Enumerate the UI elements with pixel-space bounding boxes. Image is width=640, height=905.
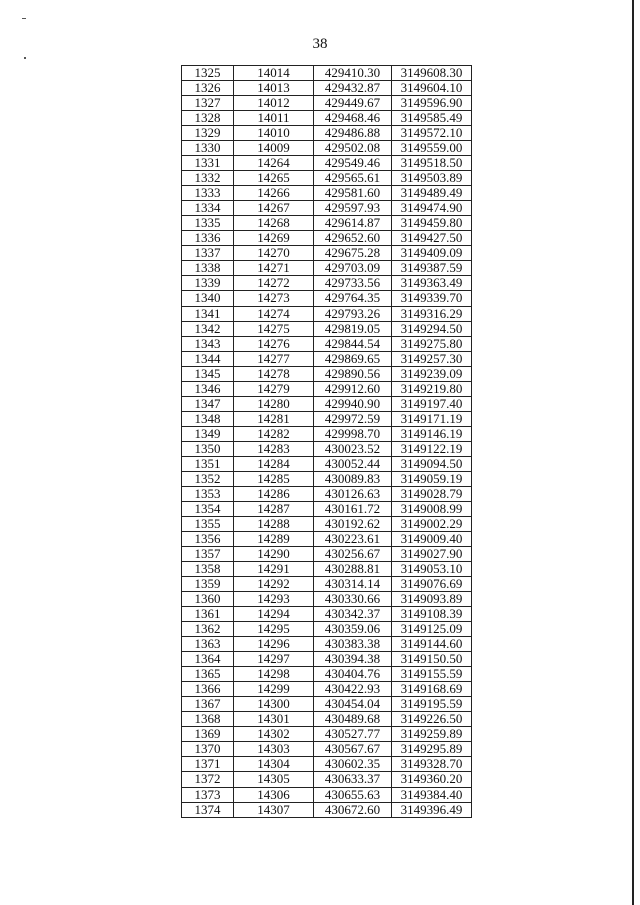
point-id-cell: 14299 <box>234 682 314 697</box>
x-coordinate-cell: 429549.46 <box>314 156 392 171</box>
row-number-cell: 1339 <box>182 276 234 291</box>
table-row <box>182 186 472 201</box>
y-coordinate-cell: 3149197.40 <box>392 396 472 411</box>
row-number-cell: 1325 <box>182 66 234 81</box>
table-row <box>182 622 472 637</box>
y-coordinate-cell: 3149195.59 <box>392 697 472 712</box>
row-number-cell: 1357 <box>182 547 234 562</box>
row-number-cell: 1327 <box>182 96 234 111</box>
row-number-cell: 1330 <box>182 141 234 156</box>
table-row <box>182 276 472 291</box>
row-number-cell: 1349 <box>182 426 234 441</box>
table-row <box>182 321 472 336</box>
point-id-cell: 14285 <box>234 471 314 486</box>
table-row <box>182 201 472 216</box>
table-row <box>182 802 472 817</box>
x-coordinate-cell: 429565.61 <box>314 171 392 186</box>
x-coordinate-cell: 429912.60 <box>314 381 392 396</box>
x-coordinate-cell: 430314.14 <box>314 577 392 592</box>
table-row <box>182 772 472 787</box>
row-number-cell: 1365 <box>182 667 234 682</box>
y-coordinate-cell: 3149259.89 <box>392 727 472 742</box>
table-row <box>182 291 472 306</box>
y-coordinate-cell: 3149295.89 <box>392 742 472 757</box>
y-coordinate-cell: 3149028.79 <box>392 486 472 501</box>
row-number-cell: 1344 <box>182 351 234 366</box>
point-id-cell: 14009 <box>234 141 314 156</box>
y-coordinate-cell: 3149108.39 <box>392 607 472 622</box>
row-number-cell: 1364 <box>182 652 234 667</box>
scan-speck <box>24 57 26 59</box>
point-id-cell: 14274 <box>234 306 314 321</box>
x-coordinate-cell: 429652.60 <box>314 231 392 246</box>
y-coordinate-cell: 3149146.19 <box>392 426 472 441</box>
table-row <box>182 471 472 486</box>
point-id-cell: 14277 <box>234 351 314 366</box>
x-coordinate-cell: 430342.37 <box>314 607 392 622</box>
point-id-cell: 14276 <box>234 336 314 351</box>
x-coordinate-cell: 430454.04 <box>314 697 392 712</box>
x-coordinate-cell: 429432.87 <box>314 81 392 96</box>
y-coordinate-cell: 3149009.40 <box>392 531 472 546</box>
point-id-cell: 14012 <box>234 96 314 111</box>
row-number-cell: 1329 <box>182 126 234 141</box>
x-coordinate-cell: 430256.67 <box>314 547 392 562</box>
point-id-cell: 14292 <box>234 577 314 592</box>
row-number-cell: 1342 <box>182 321 234 336</box>
y-coordinate-cell: 3149125.09 <box>392 622 472 637</box>
table-row <box>182 757 472 772</box>
row-number-cell: 1343 <box>182 336 234 351</box>
y-coordinate-cell: 3149076.69 <box>392 577 472 592</box>
row-number-cell: 1362 <box>182 622 234 637</box>
y-coordinate-cell: 3149122.19 <box>392 441 472 456</box>
point-id-cell: 14268 <box>234 216 314 231</box>
scan-speck <box>22 18 26 19</box>
table-row <box>182 501 472 516</box>
point-id-cell: 14302 <box>234 727 314 742</box>
table-row <box>182 141 472 156</box>
x-coordinate-cell: 429733.56 <box>314 276 392 291</box>
row-number-cell: 1371 <box>182 757 234 772</box>
y-coordinate-cell: 3149275.80 <box>392 336 472 351</box>
row-number-cell: 1341 <box>182 306 234 321</box>
x-coordinate-cell: 429998.70 <box>314 426 392 441</box>
table-row <box>182 156 472 171</box>
x-coordinate-cell: 430330.66 <box>314 592 392 607</box>
page-number: 38 <box>312 36 328 52</box>
table-row <box>182 96 472 111</box>
table-row <box>182 111 472 126</box>
row-number-cell: 1368 <box>182 712 234 727</box>
point-id-cell: 14306 <box>234 787 314 802</box>
y-coordinate-cell: 3149150.50 <box>392 652 472 667</box>
point-id-cell: 14294 <box>234 607 314 622</box>
x-coordinate-cell: 429597.93 <box>314 201 392 216</box>
x-coordinate-cell: 429890.56 <box>314 366 392 381</box>
x-coordinate-cell: 429486.88 <box>314 126 392 141</box>
x-coordinate-cell: 429764.35 <box>314 291 392 306</box>
x-coordinate-cell: 429675.28 <box>314 246 392 261</box>
row-number-cell: 1347 <box>182 396 234 411</box>
table-row <box>182 697 472 712</box>
row-number-cell: 1346 <box>182 381 234 396</box>
x-coordinate-cell: 430192.62 <box>314 516 392 531</box>
point-id-cell: 14275 <box>234 321 314 336</box>
point-id-cell: 14269 <box>234 231 314 246</box>
y-coordinate-cell: 3149339.70 <box>392 291 472 306</box>
point-id-cell: 14278 <box>234 366 314 381</box>
row-number-cell: 1354 <box>182 501 234 516</box>
point-id-cell: 14295 <box>234 622 314 637</box>
x-coordinate-cell: 429614.87 <box>314 216 392 231</box>
y-coordinate-cell: 3149059.19 <box>392 471 472 486</box>
x-coordinate-cell: 430422.93 <box>314 682 392 697</box>
table-row <box>182 547 472 562</box>
y-coordinate-cell: 3149239.09 <box>392 366 472 381</box>
table-row <box>182 126 472 141</box>
y-coordinate-cell: 3149002.29 <box>392 516 472 531</box>
x-coordinate-cell: 430489.68 <box>314 712 392 727</box>
point-id-cell: 14273 <box>234 291 314 306</box>
table-row <box>182 441 472 456</box>
point-id-cell: 14270 <box>234 246 314 261</box>
x-coordinate-cell: 430527.77 <box>314 727 392 742</box>
row-number-cell: 1328 <box>182 111 234 126</box>
row-number-cell: 1338 <box>182 261 234 276</box>
x-coordinate-cell: 430089.83 <box>314 471 392 486</box>
table-row <box>182 231 472 246</box>
x-coordinate-cell: 430288.81 <box>314 562 392 577</box>
y-coordinate-cell: 3149226.50 <box>392 712 472 727</box>
x-coordinate-cell: 429869.65 <box>314 351 392 366</box>
x-coordinate-cell: 429502.08 <box>314 141 392 156</box>
row-number-cell: 1335 <box>182 216 234 231</box>
table-row <box>182 712 472 727</box>
table-row <box>182 727 472 742</box>
row-number-cell: 1350 <box>182 441 234 456</box>
x-coordinate-cell: 429468.46 <box>314 111 392 126</box>
point-id-cell: 14264 <box>234 156 314 171</box>
table-row <box>182 336 472 351</box>
y-coordinate-cell: 3149459.80 <box>392 216 472 231</box>
table-row <box>182 351 472 366</box>
x-coordinate-cell: 429410.30 <box>314 66 392 81</box>
row-number-cell: 1367 <box>182 697 234 712</box>
y-coordinate-cell: 3149572.10 <box>392 126 472 141</box>
x-coordinate-cell: 430672.60 <box>314 802 392 817</box>
row-number-cell: 1345 <box>182 366 234 381</box>
table-row <box>182 652 472 667</box>
x-coordinate-cell: 430126.63 <box>314 486 392 501</box>
table-row <box>182 81 472 96</box>
x-coordinate-cell: 430394.38 <box>314 652 392 667</box>
x-coordinate-cell: 430383.38 <box>314 637 392 652</box>
row-number-cell: 1359 <box>182 577 234 592</box>
row-number-cell: 1337 <box>182 246 234 261</box>
y-coordinate-cell: 3149027.90 <box>392 547 472 562</box>
y-coordinate-cell: 3149604.10 <box>392 81 472 96</box>
x-coordinate-cell: 430404.76 <box>314 667 392 682</box>
point-id-cell: 14282 <box>234 426 314 441</box>
x-coordinate-cell: 430052.44 <box>314 456 392 471</box>
point-id-cell: 14011 <box>234 111 314 126</box>
x-coordinate-cell: 429449.67 <box>314 96 392 111</box>
y-coordinate-cell: 3149094.50 <box>392 456 472 471</box>
x-coordinate-cell: 429940.90 <box>314 396 392 411</box>
table-row <box>182 246 472 261</box>
y-coordinate-cell: 3149596.90 <box>392 96 472 111</box>
table-row <box>182 366 472 381</box>
point-id-cell: 14307 <box>234 802 314 817</box>
row-number-cell: 1352 <box>182 471 234 486</box>
table-row <box>182 381 472 396</box>
y-coordinate-cell: 3149360.20 <box>392 772 472 787</box>
y-coordinate-cell: 3149489.49 <box>392 186 472 201</box>
row-number-cell: 1372 <box>182 772 234 787</box>
table-row <box>182 306 472 321</box>
point-id-cell: 14296 <box>234 637 314 652</box>
table-row <box>182 411 472 426</box>
y-coordinate-cell: 3149093.89 <box>392 592 472 607</box>
x-coordinate-cell: 429972.59 <box>314 411 392 426</box>
x-coordinate-cell: 430223.61 <box>314 531 392 546</box>
table-row <box>182 682 472 697</box>
table-row <box>182 562 472 577</box>
y-coordinate-cell: 3149144.60 <box>392 637 472 652</box>
point-id-cell: 14266 <box>234 186 314 201</box>
x-coordinate-cell: 429703.09 <box>314 261 392 276</box>
table-row <box>182 216 472 231</box>
table-row <box>182 426 472 441</box>
x-coordinate-cell: 429844.54 <box>314 336 392 351</box>
row-number-cell: 1369 <box>182 727 234 742</box>
row-number-cell: 1340 <box>182 291 234 306</box>
coordinates-table-body <box>182 66 472 818</box>
point-id-cell: 14013 <box>234 81 314 96</box>
table-row <box>182 456 472 471</box>
point-id-cell: 14014 <box>234 66 314 81</box>
point-id-cell: 14271 <box>234 261 314 276</box>
y-coordinate-cell: 3149608.30 <box>392 66 472 81</box>
point-id-cell: 14272 <box>234 276 314 291</box>
row-number-cell: 1331 <box>182 156 234 171</box>
x-coordinate-cell: 430567.67 <box>314 742 392 757</box>
y-coordinate-cell: 3149387.59 <box>392 261 472 276</box>
table-row <box>182 637 472 652</box>
table-row <box>182 261 472 276</box>
x-coordinate-cell: 429581.60 <box>314 186 392 201</box>
row-number-cell: 1334 <box>182 201 234 216</box>
y-coordinate-cell: 3149171.19 <box>392 411 472 426</box>
point-id-cell: 14288 <box>234 516 314 531</box>
point-id-cell: 14300 <box>234 697 314 712</box>
row-number-cell: 1355 <box>182 516 234 531</box>
table-row <box>182 787 472 802</box>
x-coordinate-cell: 430602.35 <box>314 757 392 772</box>
x-coordinate-cell: 430655.63 <box>314 787 392 802</box>
point-id-cell: 14267 <box>234 201 314 216</box>
x-coordinate-cell: 429819.05 <box>314 321 392 336</box>
point-id-cell: 14280 <box>234 396 314 411</box>
y-coordinate-cell: 3149363.49 <box>392 276 472 291</box>
x-coordinate-cell: 430633.37 <box>314 772 392 787</box>
point-id-cell: 14265 <box>234 171 314 186</box>
table-row <box>182 66 472 81</box>
y-coordinate-cell: 3149316.29 <box>392 306 472 321</box>
y-coordinate-cell: 3149427.50 <box>392 231 472 246</box>
x-coordinate-cell: 430023.52 <box>314 441 392 456</box>
row-number-cell: 1356 <box>182 531 234 546</box>
y-coordinate-cell: 3149219.80 <box>392 381 472 396</box>
row-number-cell: 1363 <box>182 637 234 652</box>
y-coordinate-cell: 3149008.99 <box>392 501 472 516</box>
point-id-cell: 14298 <box>234 667 314 682</box>
y-coordinate-cell: 3149474.90 <box>392 201 472 216</box>
row-number-cell: 1366 <box>182 682 234 697</box>
point-id-cell: 14287 <box>234 501 314 516</box>
y-coordinate-cell: 3149396.49 <box>392 802 472 817</box>
x-coordinate-cell: 429793.26 <box>314 306 392 321</box>
row-number-cell: 1358 <box>182 562 234 577</box>
point-id-cell: 14301 <box>234 712 314 727</box>
y-coordinate-cell: 3149384.40 <box>392 787 472 802</box>
row-number-cell: 1353 <box>182 486 234 501</box>
row-number-cell: 1333 <box>182 186 234 201</box>
y-coordinate-cell: 3149559.00 <box>392 141 472 156</box>
y-coordinate-cell: 3149168.69 <box>392 682 472 697</box>
table-row <box>182 396 472 411</box>
table-row <box>182 577 472 592</box>
y-coordinate-cell: 3149503.89 <box>392 171 472 186</box>
point-id-cell: 14286 <box>234 486 314 501</box>
y-coordinate-cell: 3149155.59 <box>392 667 472 682</box>
table-row <box>182 486 472 501</box>
row-number-cell: 1373 <box>182 787 234 802</box>
row-number-cell: 1326 <box>182 81 234 96</box>
row-number-cell: 1361 <box>182 607 234 622</box>
point-id-cell: 14283 <box>234 441 314 456</box>
point-id-cell: 14281 <box>234 411 314 426</box>
point-id-cell: 14297 <box>234 652 314 667</box>
y-coordinate-cell: 3149328.70 <box>392 757 472 772</box>
y-coordinate-cell: 3149257.30 <box>392 351 472 366</box>
table-row <box>182 742 472 757</box>
row-number-cell: 1336 <box>182 231 234 246</box>
point-id-cell: 14291 <box>234 562 314 577</box>
point-id-cell: 14303 <box>234 742 314 757</box>
row-number-cell: 1374 <box>182 802 234 817</box>
table-row <box>182 171 472 186</box>
point-id-cell: 14290 <box>234 547 314 562</box>
y-coordinate-cell: 3149585.49 <box>392 111 472 126</box>
table-row <box>182 607 472 622</box>
row-number-cell: 1332 <box>182 171 234 186</box>
point-id-cell: 14279 <box>234 381 314 396</box>
y-coordinate-cell: 3149409.09 <box>392 246 472 261</box>
point-id-cell: 14304 <box>234 757 314 772</box>
table-row <box>182 516 472 531</box>
table-row <box>182 531 472 546</box>
y-coordinate-cell: 3149294.50 <box>392 321 472 336</box>
point-id-cell: 14284 <box>234 456 314 471</box>
row-number-cell: 1348 <box>182 411 234 426</box>
point-id-cell: 14289 <box>234 531 314 546</box>
point-id-cell: 14305 <box>234 772 314 787</box>
x-coordinate-cell: 430161.72 <box>314 501 392 516</box>
table-row <box>182 667 472 682</box>
row-number-cell: 1351 <box>182 456 234 471</box>
row-number-cell: 1360 <box>182 592 234 607</box>
page-edge-rule <box>632 0 634 905</box>
row-number-cell: 1370 <box>182 742 234 757</box>
x-coordinate-cell: 430359.06 <box>314 622 392 637</box>
y-coordinate-cell: 3149053.10 <box>392 562 472 577</box>
coordinates-table <box>181 65 472 818</box>
point-id-cell: 14010 <box>234 126 314 141</box>
table-row <box>182 592 472 607</box>
y-coordinate-cell: 3149518.50 <box>392 156 472 171</box>
point-id-cell: 14293 <box>234 592 314 607</box>
